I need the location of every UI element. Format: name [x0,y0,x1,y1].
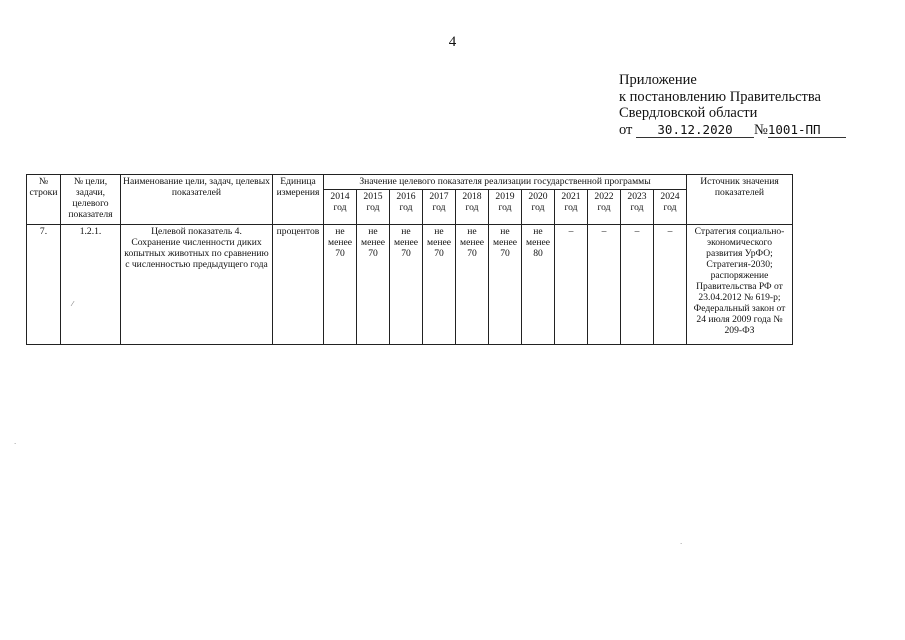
cell-value-2017 [423,225,456,345]
cell-code: 1.2.1. [61,225,121,345]
year-label: год [663,202,677,213]
year-number: 2017 [429,191,449,202]
value-prefix: не менее [526,226,550,248]
value-prefix: не менее [493,226,517,248]
header-row-no: № строки [27,175,61,225]
year-label: год [531,202,545,213]
cell-value-2022 [588,225,621,345]
value-number: 70 [500,248,510,259]
cell-row-no: 7. [27,225,61,345]
header-year-2022 [588,190,621,225]
cell-value-2014 [324,225,357,345]
value-number: 70 [335,248,345,259]
cell-value-2024 [654,225,687,345]
cell-value-2021 [555,225,588,345]
cell-value-2019 [489,225,522,345]
year-label: год [465,202,479,213]
table-row [27,225,793,345]
value-prefix: не менее [394,226,418,248]
appendix-header [619,72,846,138]
year-label: год [366,202,380,213]
year-number: 2023 [627,191,647,202]
value-number: – [667,226,673,237]
value-number: 70 [368,248,378,259]
year-number: 2022 [594,191,614,202]
resolution-number: 1001-ПП [768,123,846,138]
appendix-region: Свердловской области [619,105,758,121]
number-label: № [754,121,768,138]
year-number: 2015 [363,191,383,202]
scan-speck: · [680,540,683,548]
table-header-row [27,175,793,190]
year-label: год [630,202,644,213]
value-prefix: не менее [328,226,352,248]
year-number: 2018 [462,191,482,202]
value-number: 70 [401,248,411,259]
page-number: 4 [448,34,457,50]
value-number: – [601,226,607,237]
scan-speck: ⁄ [72,300,74,308]
appendix-resolution: к постановлению Правительства [619,88,821,105]
cell-value-2020 [522,225,555,345]
cell-value-2015 [357,225,390,345]
cell-source: Стратегия социально-экономического развития УрФО; Стратегия-2030; распоряжение Правительства РФ от 23.04.2012 № 619-р; Федеральный закон от 24 июля 2009 года № 209-ФЗ [687,225,793,345]
from-label: от [619,121,633,138]
year-label: год [498,202,512,213]
header-year-2016 [390,190,423,225]
year-number: 2024 [660,191,680,202]
year-number: 2014 [330,191,350,202]
value-number: – [568,226,574,237]
header-name: Наименование цели, задач, целевых показателей [121,175,273,225]
header-unit: Единица измерения [273,175,324,225]
cell-value-2018 [456,225,489,345]
header-source: Источник значения показателей [687,175,793,225]
indicator-description: Сохранение численности диких копытных животных по сравнению с численностью предыдущего года [124,237,269,270]
indicator-title: Целевой показатель 4. [151,226,242,237]
header-year-2023 [621,190,654,225]
year-label: год [432,202,446,213]
cell-value-2016 [390,225,423,345]
cell-name [121,225,273,345]
cell-value-2023 [621,225,654,345]
cell-unit: процентов [273,225,324,345]
value-prefix: не менее [460,226,484,248]
value-prefix: не менее [361,226,385,248]
header-year-2024 [654,190,687,225]
year-label: год [564,202,578,213]
header-code: № цели, задачи, целевого показателя [61,175,121,225]
year-label: год [399,202,413,213]
value-number: – [634,226,640,237]
resolution-date: 30.12.2020 [636,123,754,138]
header-year-2020 [522,190,555,225]
year-number: 2020 [528,191,548,202]
indicators-table [26,174,793,345]
header-year-2019 [489,190,522,225]
scan-speck: · [14,440,17,448]
value-number: 80 [533,248,543,259]
year-number: 2021 [561,191,581,202]
header-values-group: Значение целевого показателя реализации государственной программы [324,175,687,190]
header-year-2021 [555,190,588,225]
header-year-2018 [456,190,489,225]
year-label: год [333,202,347,213]
year-number: 2019 [495,191,515,202]
value-prefix: не менее [427,226,451,248]
value-number: 70 [467,248,477,259]
year-number: 2016 [396,191,416,202]
header-year-2014 [324,190,357,225]
header-year-2017 [423,190,456,225]
appendix-title: Приложение [619,72,697,88]
value-number: 70 [434,248,444,259]
header-year-2015 [357,190,390,225]
year-label: год [597,202,611,213]
appendix-date-number [619,122,846,139]
